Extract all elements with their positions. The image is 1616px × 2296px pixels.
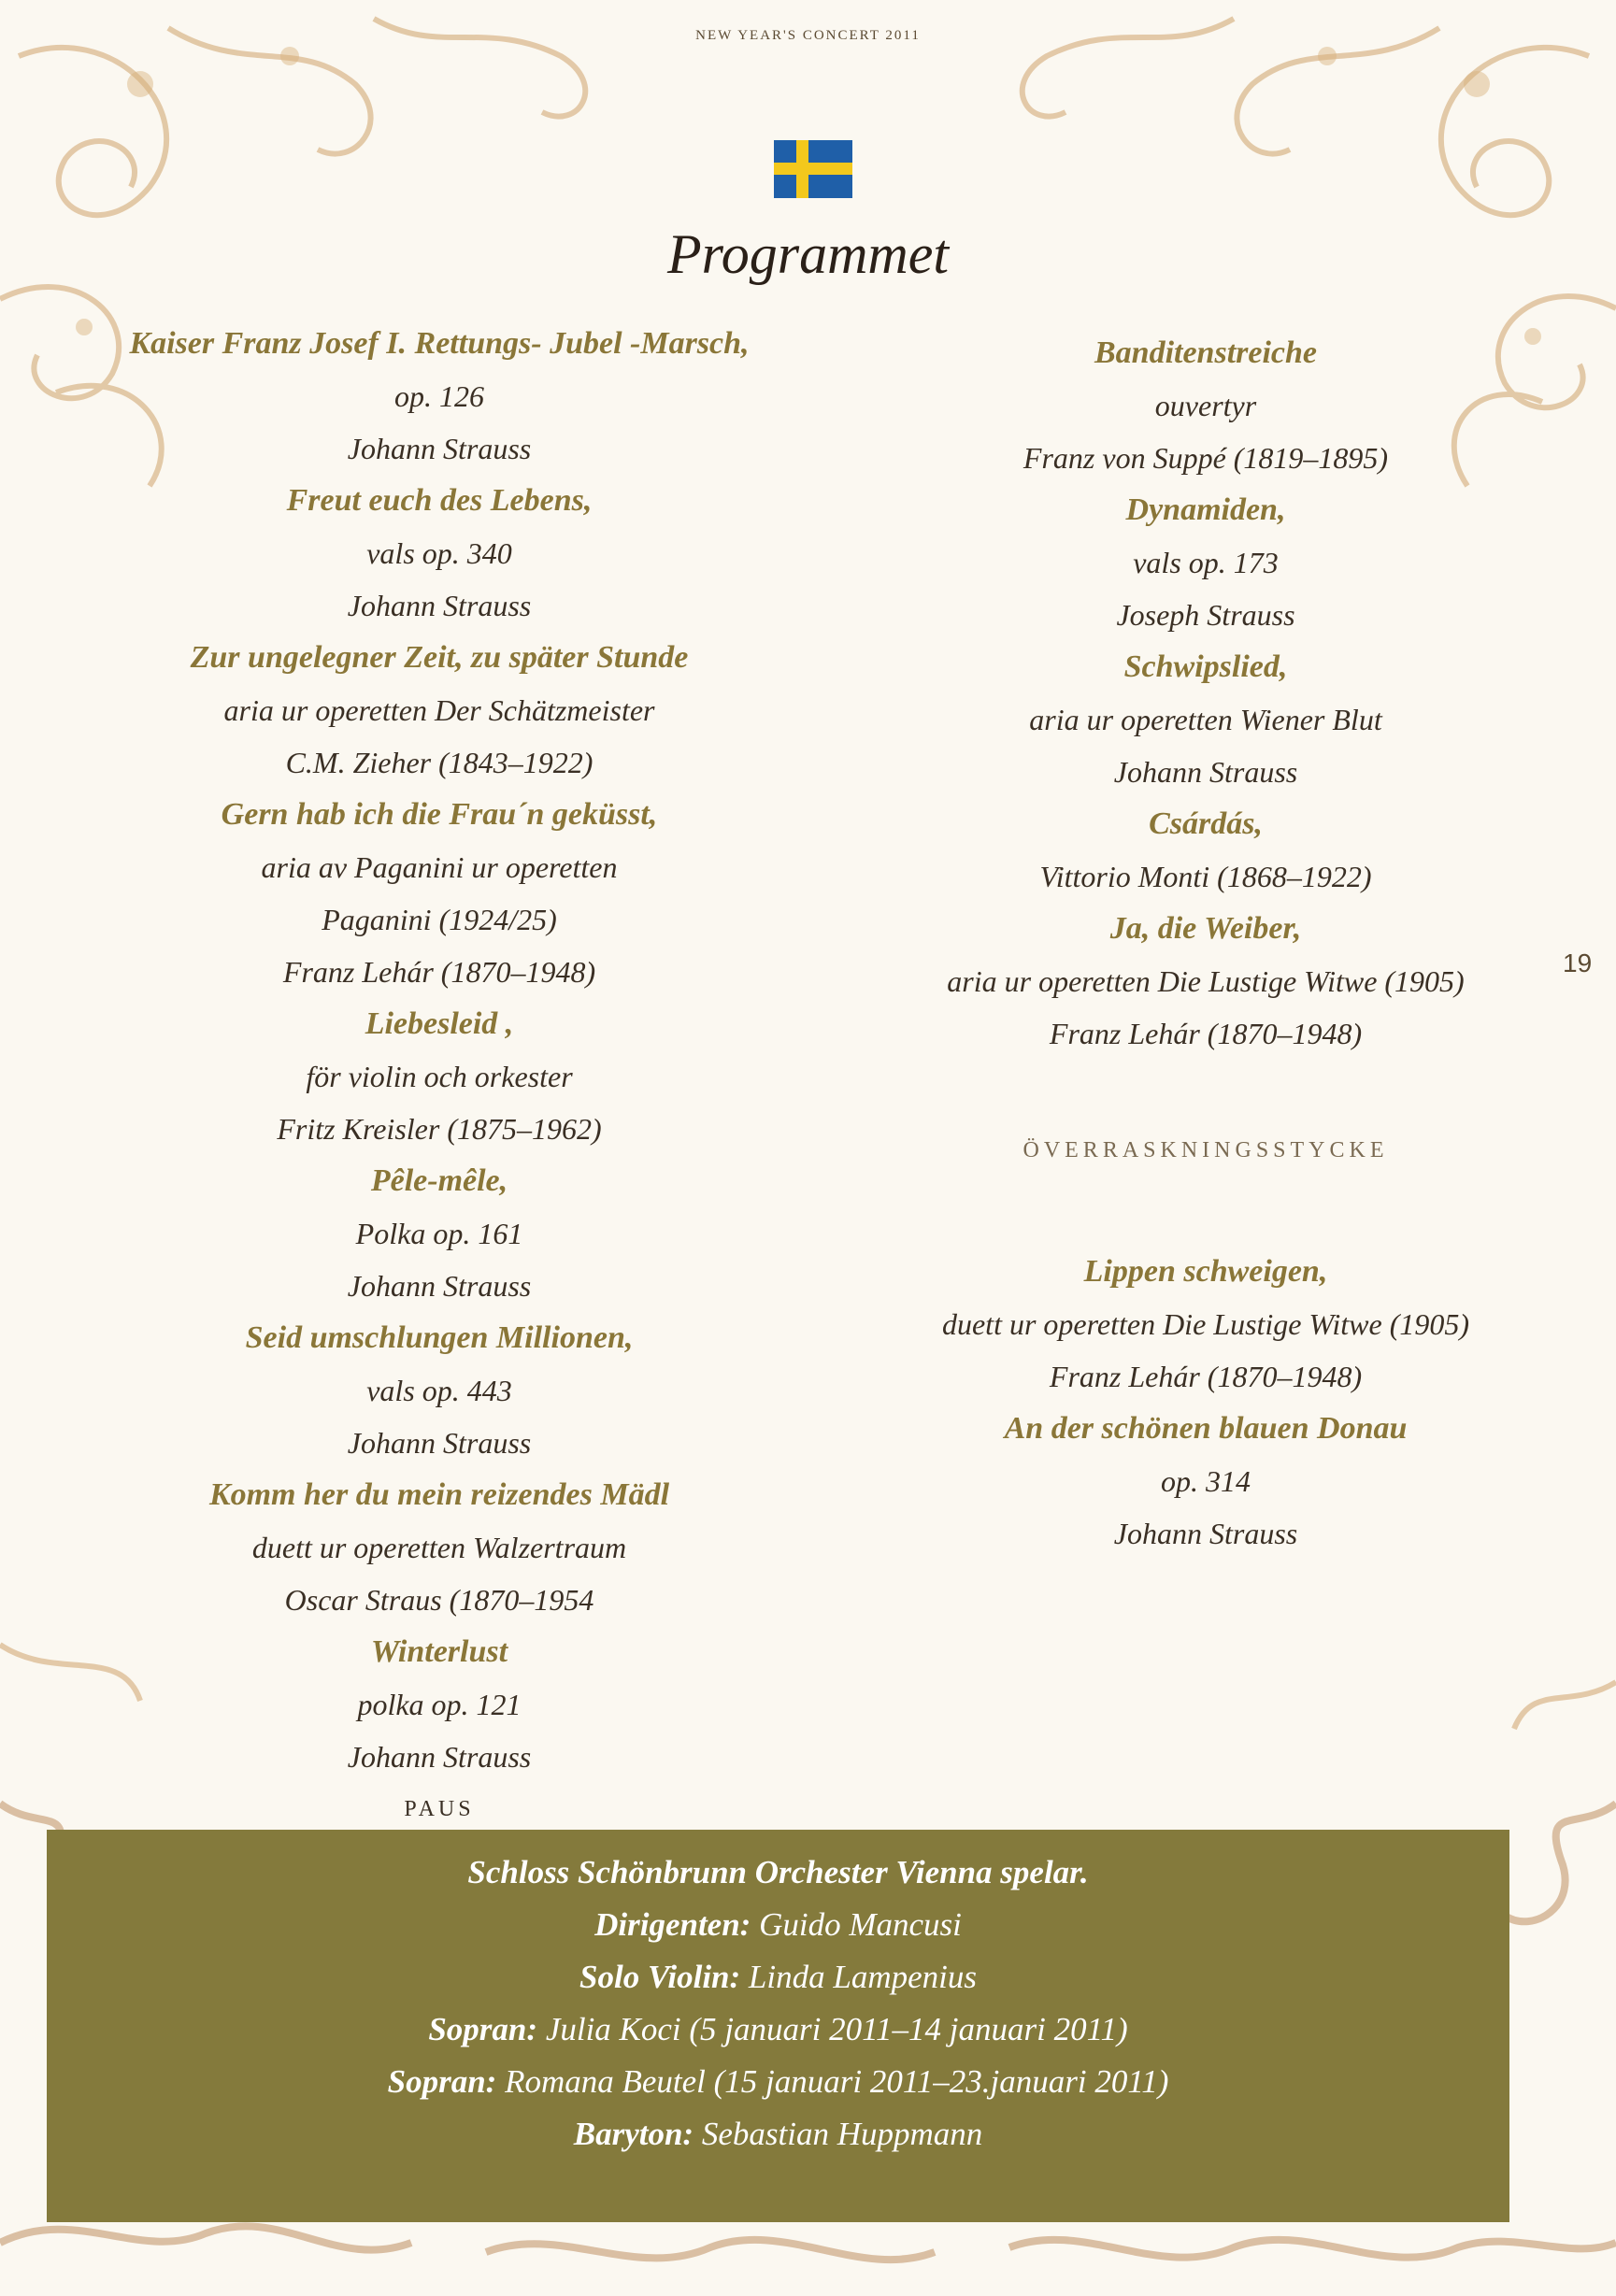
cast-row <box>47 2056 1509 2108</box>
work-title: Schwipslied, <box>1123 649 1288 684</box>
work-detail: Franz Lehár (1870–1948) <box>282 955 596 989</box>
work-detail: Johann Strauss <box>1113 1517 1298 1550</box>
intermission-label: PAUS <box>404 1797 475 1821</box>
work-detail: duett ur operetten Walzertraum <box>251 1531 627 1564</box>
cast-row <box>47 2004 1509 2056</box>
cast-role: Solo Violin: <box>579 1959 741 1995</box>
work-title: Dynamiden, <box>1125 492 1286 527</box>
work-detail: Paganini (1924/25) <box>322 903 557 936</box>
work-title: Gern hab ich die Frau´n geküsst, <box>221 797 658 832</box>
work-detail: Franz Lehár (1870–1948) <box>1049 1360 1363 1393</box>
cast-name: Romana Beutel (15 januari 2011–23.januari 2011) <box>505 2063 1169 2100</box>
work-title: Csárdás, <box>1149 806 1263 841</box>
work-detail: aria ur operetten Die Lustige Witwe (1905) <box>947 964 1465 998</box>
work-detail: aria av Paganini ur operetten <box>261 850 618 884</box>
cast-role: Baryton: <box>573 2116 694 2152</box>
cast-box <box>47 1830 1509 2222</box>
work-title: An der schönen blauen Donau <box>1004 1411 1408 1446</box>
work-detail: Joseph Strauss <box>1116 598 1295 632</box>
work-detail: Franz von Suppé (1819–1895) <box>1023 441 1389 475</box>
cast-role: Sopran: <box>387 2063 497 2100</box>
work-detail: op. 314 <box>1161 1464 1251 1498</box>
work-detail: Franz Lehár (1870–1948) <box>1049 1017 1363 1050</box>
work-detail: Johann Strauss <box>347 432 532 465</box>
work-detail: ouvertyr <box>1154 389 1257 422</box>
page-number: 19 <box>1563 948 1593 977</box>
work-detail: Johann Strauss <box>347 1269 532 1303</box>
work-detail: Johann Strauss <box>1113 755 1298 789</box>
work-title: Seid umschlungen Millionen, <box>245 1320 634 1355</box>
cast-name: Sebastian Huppmann <box>701 2116 983 2152</box>
work-title: Lippen schweigen, <box>1083 1254 1328 1289</box>
work-title: Ja, die Weiber, <box>1109 911 1302 946</box>
sweden-flag-icon <box>774 140 852 198</box>
work-detail: Johann Strauss <box>347 1740 532 1774</box>
work-detail: vals op. 340 <box>366 536 512 570</box>
work-title: Pêle-mêle, <box>370 1163 508 1198</box>
work-detail: vals op. 443 <box>366 1374 512 1407</box>
work-title: Komm her du mein reizendes Mädl <box>208 1477 670 1512</box>
work-detail: C.M. Zieher (1843–1922) <box>285 746 593 779</box>
work-title: Kaiser Franz Josef I. Rettungs- Jubel -Marsch, <box>129 326 750 361</box>
cast-row <box>47 1899 1509 1951</box>
work-detail: Vittorio Monti (1868–1922) <box>1039 860 1372 893</box>
cast-role: Sopran: <box>428 2011 538 2047</box>
orchestra-line: Schloss Schönbrunn Orchester Vienna spelar. <box>467 1854 1089 1890</box>
program-right-column <box>860 327 1552 1060</box>
work-detail: Fritz Kreisler (1875–1962) <box>277 1112 602 1146</box>
cast-role: Dirigenten: <box>594 1906 751 1943</box>
program-left-column <box>93 318 785 1835</box>
work-title: Freut euch des Lebens, <box>286 483 593 518</box>
work-detail: aria ur operetten Der Schätzmeister <box>223 693 655 727</box>
work-detail: op. 126 <box>394 379 484 413</box>
work-title: Winterlust <box>370 1634 508 1669</box>
work-detail: vals op. 173 <box>1133 546 1279 579</box>
work-detail: för violin och orkester <box>306 1060 573 1093</box>
work-detail: Oscar Straus (1870–1954 <box>284 1583 594 1617</box>
work-detail: Johann Strauss <box>347 1426 532 1460</box>
cast-row <box>47 1951 1509 2004</box>
cast-name: Linda Lampenius <box>748 1959 977 1995</box>
surprise-heading: ÖVERRASKNINGSSTYCKE <box>1023 1138 1389 1162</box>
page-title: Programmet <box>666 223 950 285</box>
work-title: Banditenstreiche <box>1094 335 1318 370</box>
cast-name: Guido Mancusi <box>759 1906 962 1943</box>
work-detail: Johann Strauss <box>347 589 532 622</box>
work-detail: polka op. 121 <box>357 1688 522 1721</box>
running-header: NEW YEAR'S CONCERT 2011 <box>695 28 921 43</box>
cast-row <box>47 2108 1509 2161</box>
work-detail: Polka op. 161 <box>355 1217 523 1250</box>
cast-name: Julia Koci (5 januari 2011–14 januari 2011) <box>545 2011 1128 2047</box>
work-title: Liebesleid , <box>365 1006 514 1041</box>
work-title: Zur ungelegner Zeit, zu später Stunde <box>190 640 689 675</box>
work-detail: aria ur operetten Wiener Blut <box>1029 703 1382 736</box>
work-detail: duett ur operetten Die Lustige Witwe (1905) <box>941 1307 1470 1341</box>
program-right-column-encore <box>860 1246 1552 1560</box>
